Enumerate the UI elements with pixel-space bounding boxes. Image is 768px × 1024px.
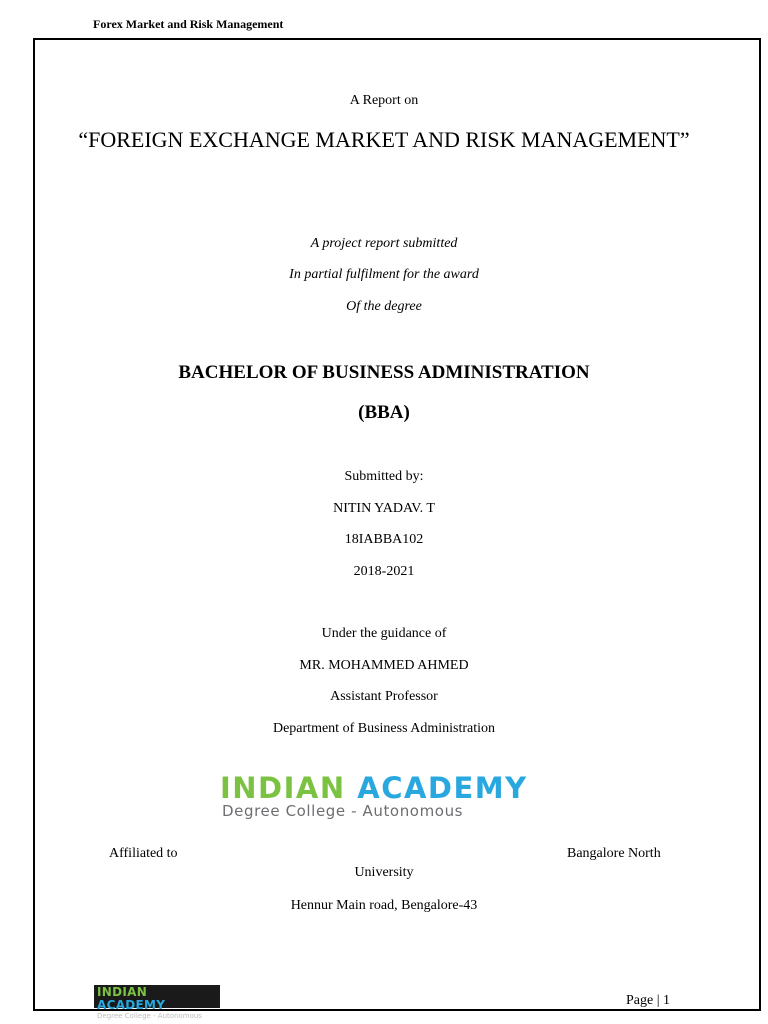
logo-word-indian: INDIAN <box>220 771 346 805</box>
college-address: Hennur Main road, Bengalore-43 <box>290 898 478 913</box>
submitted-by-label: Submitted by: <box>344 469 424 484</box>
footer-logo-word-indian: INDIAN <box>97 985 148 999</box>
batch-years: 2018-2021 <box>353 564 415 579</box>
guide-name: MR. MOHAMMED AHMED <box>299 658 469 673</box>
degree-abbreviation: (BBA) <box>358 402 410 423</box>
college-logo <box>220 772 550 819</box>
university-name-part-1: Bangalore North <box>567 846 661 861</box>
guidance-label: Under the guidance of <box>321 626 447 641</box>
department-name: Department of Business Administration <box>272 721 496 736</box>
submission-line-3: Of the degree <box>346 299 422 314</box>
submission-line-1: A project report submitted <box>310 236 458 251</box>
footer-logo-tagline: Degree College - Autonomous <box>97 1012 202 1020</box>
guide-designation: Assistant Professor <box>330 689 438 704</box>
footer-logo-word-academy: ACADEMY <box>97 998 166 1012</box>
submission-line-2: In partial fulfilment for the award <box>289 267 479 282</box>
university-name-part-2: University <box>354 865 414 880</box>
report-on-label: A Report on <box>349 93 419 108</box>
student-name: NITIN YADAV. T <box>333 501 435 516</box>
register-number: 18IABBA102 <box>344 532 424 547</box>
page-number: Page | 1 <box>626 993 671 1008</box>
logo-tagline: Degree College - Autonomous <box>222 802 464 820</box>
affiliated-to-label: Affiliated to <box>109 846 178 861</box>
footer-logo <box>94 985 220 1020</box>
degree-name: BACHELOR OF BUSINESS ADMINISTRATION <box>178 362 590 383</box>
report-title: “FOREIGN EXCHANGE MARKET AND RISK MANAGEMENT” <box>78 127 690 152</box>
running-header: Forex Market and Risk Management <box>93 17 284 31</box>
logo-word-academy: ACADEMY <box>357 771 528 805</box>
